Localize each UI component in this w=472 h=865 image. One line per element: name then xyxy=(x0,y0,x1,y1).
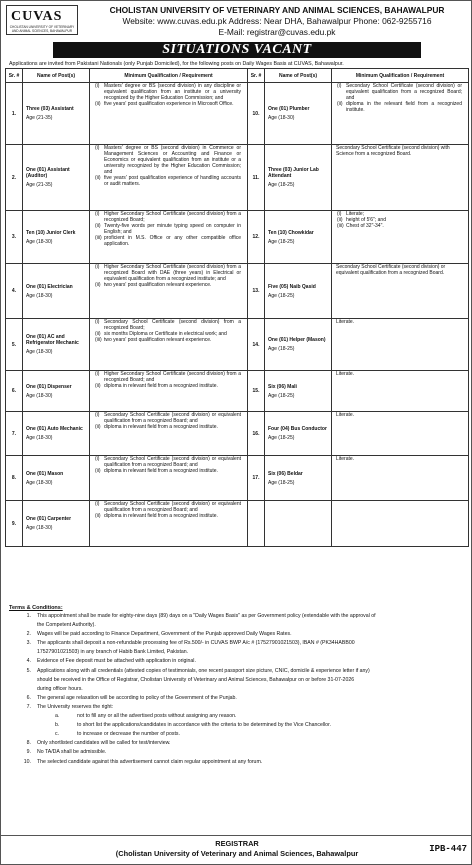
qualification-number: (ii) xyxy=(95,223,101,229)
serial-number: 11. xyxy=(248,145,265,211)
qualification-text: Secondary School Certificate (second division) with Science from a recognized Board. xyxy=(336,145,450,157)
serial-number: 7. xyxy=(6,412,23,456)
serial-number xyxy=(248,501,265,547)
qualification-text: Literate. xyxy=(336,456,355,462)
registrar-title: REGISTRAR xyxy=(215,839,259,848)
qualification-text: Literate. xyxy=(336,319,355,325)
qualification-item xyxy=(94,371,243,383)
terms-text: The selected candidate against this advertisement cannot claim regular appointment at any forum. xyxy=(37,758,263,765)
post-title: Six (06) Mali xyxy=(268,383,297,390)
table-header-row xyxy=(6,69,469,83)
qualification-text: five years' post qualification experience of handling accounts or audit matters. xyxy=(104,175,241,187)
table-row xyxy=(6,412,469,456)
serial-number: 5. xyxy=(6,319,23,371)
serial-number: 2. xyxy=(6,145,23,211)
qualification-text: Secondary School Certificate (second division) from a recognized Board; xyxy=(104,319,241,331)
serial-number: 8. xyxy=(6,456,23,501)
qualification-number: (ii) xyxy=(95,383,101,389)
qualification-cell xyxy=(332,145,469,211)
qualification-text: Literate. xyxy=(336,371,355,377)
post-name-cell xyxy=(23,501,90,547)
terms-number: 2. xyxy=(26,631,31,638)
terms-text: This appointment shall be made for eighty-nine days (89) days on a "Daily Wages Basis" as per Government policy (extendable with the approval of xyxy=(37,613,376,619)
post-name-cell xyxy=(23,412,90,456)
qualification-text: Literate; xyxy=(346,211,365,217)
terms-item xyxy=(9,748,469,757)
post-title: One (01) Mason xyxy=(26,470,64,477)
qualification-text: Masters' degree or BS (second division) in Commerce or Management Sciences or Accounting and Finance or Economics or equivalent qualification from an institute or a university recognized by the Higher Education Commission; and xyxy=(104,145,241,175)
table-body xyxy=(6,83,469,547)
qualification-text: height of 5'6"; and xyxy=(346,217,386,223)
qualification-text: Higher Secondary School Certificate (second division) from a recognized Board with DAE (three years) in Electrical or equivalent qualification from a recognized institute; and xyxy=(104,264,241,282)
post-age: Age (18-25) xyxy=(268,479,295,486)
post-title: Ten (10) Chowkidar xyxy=(268,229,314,236)
post-name-cell xyxy=(265,456,332,501)
qualification-text: Secondary School Certificate (second division) or equivalent qualification from a recognized Board; and xyxy=(104,456,241,468)
serial-number: 17. xyxy=(248,456,265,501)
qualification-text: diploma in relevant field from a recognized institute. xyxy=(104,513,218,519)
serial-number: 12. xyxy=(248,211,265,264)
table-row xyxy=(6,371,469,412)
registrar-subtitle: (Cholistan University of Veterinary and Animal Sciences, Bahawalpur xyxy=(115,849,359,858)
qualification-number: (ii) xyxy=(337,217,343,223)
post-age: Age (18-30) xyxy=(26,292,53,299)
post-title: Three (03) Assistant xyxy=(26,106,74,112)
terms-text: Applications along with all credentials (attested copies of testimonials, one recent passport size picture, CNIC, domicile & experience letter if any) xyxy=(37,667,370,674)
post-age: Age (21-35) xyxy=(26,115,53,121)
post-title: One (01) Assistant (Auditor) xyxy=(26,167,70,179)
qualification-item xyxy=(94,101,243,107)
qualification-item xyxy=(94,145,243,175)
terms-item xyxy=(9,648,469,657)
qualification-cell xyxy=(332,319,469,371)
qualification-item xyxy=(94,383,243,389)
qualification-cell xyxy=(332,264,469,319)
col-header: Minimum Qualification / Requirement xyxy=(90,69,248,83)
qualification-text: Secondary School Certificate (second division) or equivalent qualification from a recognized Board; and xyxy=(346,83,462,101)
qualification-item xyxy=(336,101,464,113)
qualification-number: (ii) xyxy=(95,101,101,107)
post-title: One (01) Helper (Mason) xyxy=(268,337,326,343)
qualification-list xyxy=(336,83,464,113)
post-name-cell xyxy=(23,145,90,211)
post-title: One (01) Auto Mechanic xyxy=(26,426,83,432)
post-name-cell xyxy=(265,264,332,319)
terms-text: should be received in the Office of Registrar, Cholistan University of Veterinary and Animal Sciences, Bahawalpur on or before 31-07-2026 xyxy=(37,676,355,683)
qualification-text: Secondary School Certificate (second division) or equivalent qualification from a recognized Board; and xyxy=(104,412,241,424)
qualification-item xyxy=(94,456,243,468)
qualification-cell xyxy=(90,211,248,264)
terms-text: The general age relaxation will be according to policy of the Government of the Punjab. xyxy=(37,694,237,701)
terms-item xyxy=(9,657,469,666)
qualification-cell xyxy=(90,145,248,211)
qualification-item xyxy=(94,412,243,424)
serial-number: 15. xyxy=(248,371,265,412)
page-title: SITUATIONS VACANT xyxy=(53,42,421,58)
qualification-number: (iii) xyxy=(95,235,102,241)
terms-text: Only shortlisted candidates will be called for test/interview. xyxy=(37,740,171,747)
table-row xyxy=(6,145,469,211)
terms-item xyxy=(9,621,469,630)
post-title: Six (06) Beldar xyxy=(268,470,303,477)
post-age: Age (18-30) xyxy=(26,479,53,486)
terms-number: 3. xyxy=(26,640,31,647)
serial-number: 14. xyxy=(248,319,265,371)
post-age: Age (18-30) xyxy=(26,525,53,531)
qualification-number: (i) xyxy=(95,264,100,270)
qualification-list xyxy=(336,211,464,229)
qualification-text: six months Diploma or Certificate in electrical work; and xyxy=(104,331,227,337)
qualification-list xyxy=(94,145,243,187)
qualification-number: (i) xyxy=(337,211,342,217)
terms-number: 10. xyxy=(23,758,31,765)
post-age: Age (18-30) xyxy=(26,349,53,355)
serial-number: 16. xyxy=(248,412,265,456)
qualification-number: (ii) xyxy=(95,468,101,474)
post-name-cell xyxy=(265,145,332,211)
qualification-text: proficient in M.S. Office or any other compatible office application. xyxy=(104,235,241,247)
qualification-cell xyxy=(332,83,469,145)
qualification-item xyxy=(94,264,243,282)
university-logo xyxy=(6,5,78,35)
qualification-list xyxy=(94,501,243,519)
post-age: Age (21-35) xyxy=(26,182,53,188)
qualification-number: (i) xyxy=(95,371,100,377)
post-name-cell xyxy=(265,211,332,264)
terms-number: 4. xyxy=(26,658,31,665)
terms-item xyxy=(9,712,469,721)
table-row xyxy=(6,456,469,501)
terms-item xyxy=(9,739,469,748)
post-age: Age (18-30) xyxy=(26,392,53,399)
terms-item xyxy=(9,667,469,676)
terms-number: 9. xyxy=(26,749,31,756)
terms-item xyxy=(9,730,469,739)
post-name-cell xyxy=(265,501,332,547)
terms-list xyxy=(9,612,469,767)
terms-item xyxy=(9,721,469,730)
col-header: Name of Post(s) xyxy=(23,69,90,83)
terms-item xyxy=(9,630,469,639)
qualification-item xyxy=(94,211,243,223)
table-row xyxy=(6,319,469,371)
qualification-number: (iii) xyxy=(337,223,344,229)
post-title: Three (03) Junior Lab Attendant xyxy=(268,167,319,179)
post-title: Five (05) Naib Qasid xyxy=(268,283,316,290)
terms-item xyxy=(9,703,469,712)
logo-text: CUVAS xyxy=(11,9,63,24)
qualification-text: five years' post qualification experience in Microsoft Office. xyxy=(104,101,234,107)
qualification-cell xyxy=(332,211,469,264)
vacancy-table xyxy=(5,68,469,547)
qualification-number: (iii) xyxy=(95,337,102,343)
terms-text: during officer hours. xyxy=(37,685,83,692)
post-name-cell xyxy=(265,371,332,412)
post-name-cell xyxy=(265,83,332,145)
col-header: Minimum Qualification / Requirement xyxy=(332,69,469,83)
terms-text: 17527901021503) in any branch of Habib Bank Limited, Pakistan. xyxy=(37,649,189,656)
terms-item xyxy=(9,612,469,621)
post-name-cell xyxy=(23,211,90,264)
qualification-text: diploma in the relevant field from a recognized institute. xyxy=(346,101,462,113)
qualification-text: Twenty-five words per minute typing speed on computer in English; and xyxy=(104,223,241,235)
university-name: CHOLISTAN UNIVERSITY OF VETERINARY AND ANIMAL SCIENCES, BAHAWALPUR xyxy=(109,5,445,15)
terms-text: Evidence of Fee deposit must be attached with application in original. xyxy=(37,658,196,665)
post-age: Age (18-25) xyxy=(268,392,295,399)
qualification-number: (ii) xyxy=(95,424,101,430)
post-age: Age (18-25) xyxy=(268,182,295,188)
qualification-number: (ii) xyxy=(95,513,101,519)
qualification-item xyxy=(94,175,243,187)
contact-line: Website: www.cuvas.edu.pk Address: Near DHA, Bahawalpur Phone: 062-9255716 xyxy=(122,16,432,26)
terms-text: Wages will be paid according to Finance Department, Government of the Punjab approved Daily Wages Rates. xyxy=(37,631,292,638)
qualification-text: Masters' degree or BS (second division) in any discipline or equivalent qualification from an institute or a university recognized by the Higher Education Commission; and xyxy=(104,83,241,101)
qualification-item xyxy=(94,501,243,513)
serial-number: 10. xyxy=(248,83,265,145)
col-header: Sr. # xyxy=(248,69,265,83)
post-name-cell xyxy=(23,456,90,501)
qualification-number: (i) xyxy=(95,456,100,462)
qualification-text: Literate. xyxy=(336,412,355,418)
terms-text: The University reserves the right: xyxy=(37,703,114,710)
qualification-cell xyxy=(90,371,248,412)
qualification-cell xyxy=(332,371,469,412)
col-header: Sr. # xyxy=(6,69,23,83)
qualification-item xyxy=(94,319,243,331)
serial-number: 13. xyxy=(248,264,265,319)
qualification-text: Higher Secondary School Certificate (second division) from a recognized Board; xyxy=(104,211,241,223)
table-row xyxy=(6,264,469,319)
qualification-item xyxy=(336,83,464,101)
qualification-list xyxy=(94,412,243,430)
qualification-item xyxy=(94,282,243,288)
qualification-cell xyxy=(90,501,248,547)
qualification-number: (i) xyxy=(95,211,100,217)
table-row xyxy=(6,211,469,264)
qualification-item xyxy=(94,83,243,101)
post-age: Age (18-25) xyxy=(268,292,295,299)
qualification-item xyxy=(94,468,243,474)
post-title: Ten (10) Junior Clerk xyxy=(26,229,76,236)
qualification-cell xyxy=(90,412,248,456)
qualification-number: (i) xyxy=(95,501,100,507)
serial-number: 4. xyxy=(6,264,23,319)
qualification-text: diploma in relevant field from a recognized institute. xyxy=(104,424,218,430)
terms-item xyxy=(9,694,469,703)
qualification-text: Higher Secondary School Certificate (second division) from a recognized Board; and xyxy=(104,371,241,383)
post-name-cell xyxy=(265,412,332,456)
terms-number: 7. xyxy=(26,703,31,710)
email-line: E-Mail: registrar@cuvas.edu.pk xyxy=(218,27,336,37)
qualification-list xyxy=(94,211,243,247)
qualification-text: Secondary School Certificate (second division) or equivalent qualification from a recognized Board; and xyxy=(104,501,241,513)
qualification-number: (i) xyxy=(95,145,100,151)
post-name-cell xyxy=(23,264,90,319)
post-name-cell xyxy=(23,371,90,412)
qualification-item xyxy=(336,223,464,229)
qualification-item xyxy=(94,337,243,343)
qualification-text: diploma in relevant field from a recognized institute. xyxy=(104,468,218,474)
terms-number: c. xyxy=(55,731,60,738)
intro-text: Applications are invited from Pakistani Nationals (only Punjab Domiciled), for the following posts on Daily Wages Basis at CUVAS, Bahawalpur. xyxy=(9,61,344,67)
qualification-list xyxy=(94,319,243,343)
terms-number: b. xyxy=(55,722,60,729)
qualification-text: Chest of 32"-34". xyxy=(346,223,384,229)
terms-number: 8. xyxy=(26,740,31,747)
post-title: One (01) Electrician xyxy=(26,283,73,290)
terms-item xyxy=(9,685,469,694)
post-age: Age (18-25) xyxy=(268,238,295,245)
post-title: Four (04) Bus Conductor xyxy=(268,426,327,432)
post-age: Age (18-25) xyxy=(268,435,295,441)
qualification-list xyxy=(94,456,243,474)
terms-item xyxy=(9,676,469,685)
qualification-item xyxy=(94,223,243,235)
qualification-number: (i) xyxy=(95,412,100,418)
qualification-text: two years' post qualification relevant experience. xyxy=(104,337,212,343)
qualification-number: (i) xyxy=(337,83,342,89)
footer xyxy=(1,835,472,865)
post-age: Age (18-30) xyxy=(268,115,295,121)
serial-number: 6. xyxy=(6,371,23,412)
qualification-number: (ii) xyxy=(95,282,101,288)
qualification-number: (ii) xyxy=(337,101,343,107)
post-title: One (01) Carpenter xyxy=(26,516,72,522)
post-title: One (01) AC and Refrigerator Mechanic xyxy=(26,334,79,346)
terms-title: Terms & Conditions: xyxy=(9,605,63,611)
qualification-cell xyxy=(90,319,248,371)
qualification-text: diploma in relevant field from a recognized institute. xyxy=(104,383,218,389)
terms-number: 5. xyxy=(26,667,31,674)
qualification-cell xyxy=(90,264,248,319)
terms-text: The applicants shall deposit a non-refundable processing fee of Rs.500/- in CUVAS BWP A/c # (17527901021503), IBAN # (PK34HABB00 xyxy=(37,640,355,647)
qualification-list xyxy=(94,264,243,288)
terms-number: 1. xyxy=(26,613,31,619)
terms-text: to increase or decrease the number of posts. xyxy=(77,731,180,738)
post-title: One (01) Plumber xyxy=(268,106,310,112)
serial-number: 1. xyxy=(6,83,23,145)
qualification-number: (ii) xyxy=(95,331,101,337)
qualification-cell xyxy=(332,456,469,501)
post-name-cell xyxy=(23,83,90,145)
qualification-list xyxy=(94,83,243,107)
terms-text: No TA/DA shall be admissible. xyxy=(37,749,107,756)
table-row xyxy=(6,83,469,145)
qualification-cell xyxy=(332,412,469,456)
terms-text: not to fill any or all the advertised posts without assigning any reason. xyxy=(77,713,237,720)
serial-number: 3. xyxy=(6,211,23,264)
qualification-item xyxy=(94,513,243,519)
terms-number: 6. xyxy=(26,694,31,701)
qualification-number: (i) xyxy=(95,319,100,325)
qualification-item xyxy=(94,424,243,430)
table-row xyxy=(6,501,469,547)
post-age: Age (18-30) xyxy=(26,435,53,441)
post-title: One (01) Dispenser xyxy=(26,383,72,390)
qualification-number: (ii) xyxy=(95,175,101,181)
terms-text: the Competent Authority). xyxy=(37,622,96,629)
qualification-cell xyxy=(332,501,469,547)
qualification-number: (i) xyxy=(95,83,100,89)
terms-text: to short list the applications/candidates in accordance with the criteria to be determined by the Vice Chancellor. xyxy=(77,722,331,729)
qualification-list xyxy=(94,371,243,389)
post-name-cell xyxy=(265,319,332,371)
post-age: Age (18-25) xyxy=(268,346,295,352)
terms-item xyxy=(9,639,469,648)
ad-code: IPB-447 xyxy=(429,844,467,854)
col-header: Name of Post(s) xyxy=(265,69,332,83)
qualification-item xyxy=(94,235,243,247)
qualification-cell xyxy=(90,83,248,145)
logo-subtext: CHOLISTAN UNIVERSITY OF VETERINARY AND ANIMAL SCIENCES, BAHAWALPUR xyxy=(9,25,75,33)
qualification-text: Secondary School Certificate (second division) or equivalent qualification from a recognized Board. xyxy=(336,264,446,276)
qualification-cell xyxy=(90,456,248,501)
post-age: Age (18-30) xyxy=(26,238,53,245)
serial-number: 9. xyxy=(6,501,23,547)
post-name-cell xyxy=(23,319,90,371)
qualification-text: two years' post qualification relevant experience. xyxy=(104,282,212,288)
terms-item xyxy=(9,758,469,767)
terms-number: a. xyxy=(55,713,60,720)
header xyxy=(4,3,470,41)
